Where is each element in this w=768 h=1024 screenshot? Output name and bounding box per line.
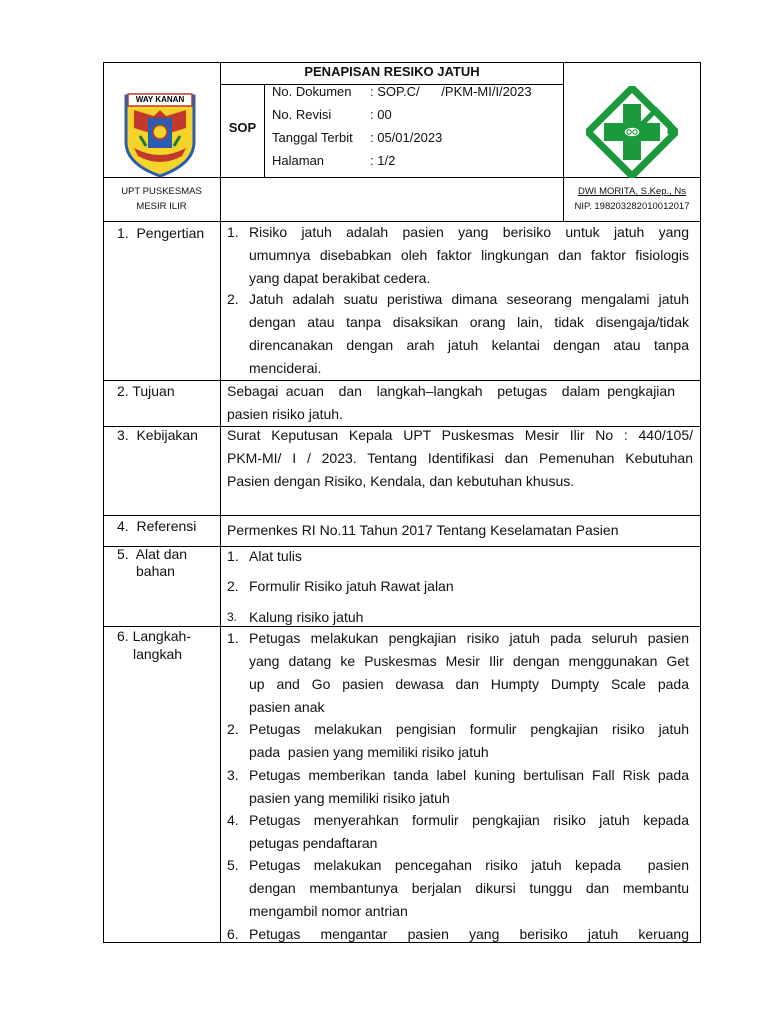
document-title: PENAPISAN RESIKO JATUH: [304, 64, 480, 79]
signer-block: [564, 184, 700, 214]
section-label-kebijakan: 3. Kebijakan: [117, 427, 198, 443]
puskesmas-logo: [586, 86, 678, 183]
section-text-tujuan: Sebagai acuan dan langkah–langkah petugas dalam pengkajian pasien risiko jatuh.: [227, 383, 675, 422]
section-label-langkah: 6. Langkah- langkah: [117, 628, 191, 662]
sop-label: SOP: [228, 120, 257, 135]
regency-logo: [122, 88, 198, 178]
meta-value: : 1/2: [370, 153, 396, 168]
signer-name: DWI MORITA, S.Kep., Ns: [577, 186, 687, 197]
section-text-kebijakan: Surat Keputusan Kepala UPT Puskesmas Mesir Ilir No : 440/105/ PKM-MI/ I / 2023. Tentang Identifikasi dan Pemenuhan Kebutuhan Pasien dengan Risiko, Kendala, dan kebutuhan khusus.: [227, 427, 693, 489]
meta-label: Halaman: [272, 153, 325, 168]
section-text-referensi: Permenkes RI No.11 Tahun 2017 Tentang Keselamatan Pasien: [227, 522, 619, 538]
section-label-pengertian: 1. Pengertian: [117, 225, 205, 241]
meta-label: Tanggal Terbit: [272, 130, 353, 145]
meta-value: : SOP.C/ /PKM-MI/I/2023: [370, 84, 532, 99]
meta-value: : 00: [370, 107, 392, 122]
meta-label: No. Revisi: [272, 107, 332, 122]
section-label-alat: 5. Alat dan bahan: [117, 546, 188, 579]
meta-label: No. Dokumen: [272, 84, 352, 99]
section-label-referensi: 4. Referensi: [117, 518, 197, 534]
org-name: UPT PUSKESMAS MESIR ILIR: [121, 186, 202, 212]
logo-banner: WAY KANAN: [135, 95, 185, 104]
section-label-tujuan: 2. Tujuan: [117, 383, 175, 399]
meta-value: : 05/01/2023: [370, 130, 443, 145]
signer-nip: NIP. 198203282010012017: [574, 201, 690, 212]
